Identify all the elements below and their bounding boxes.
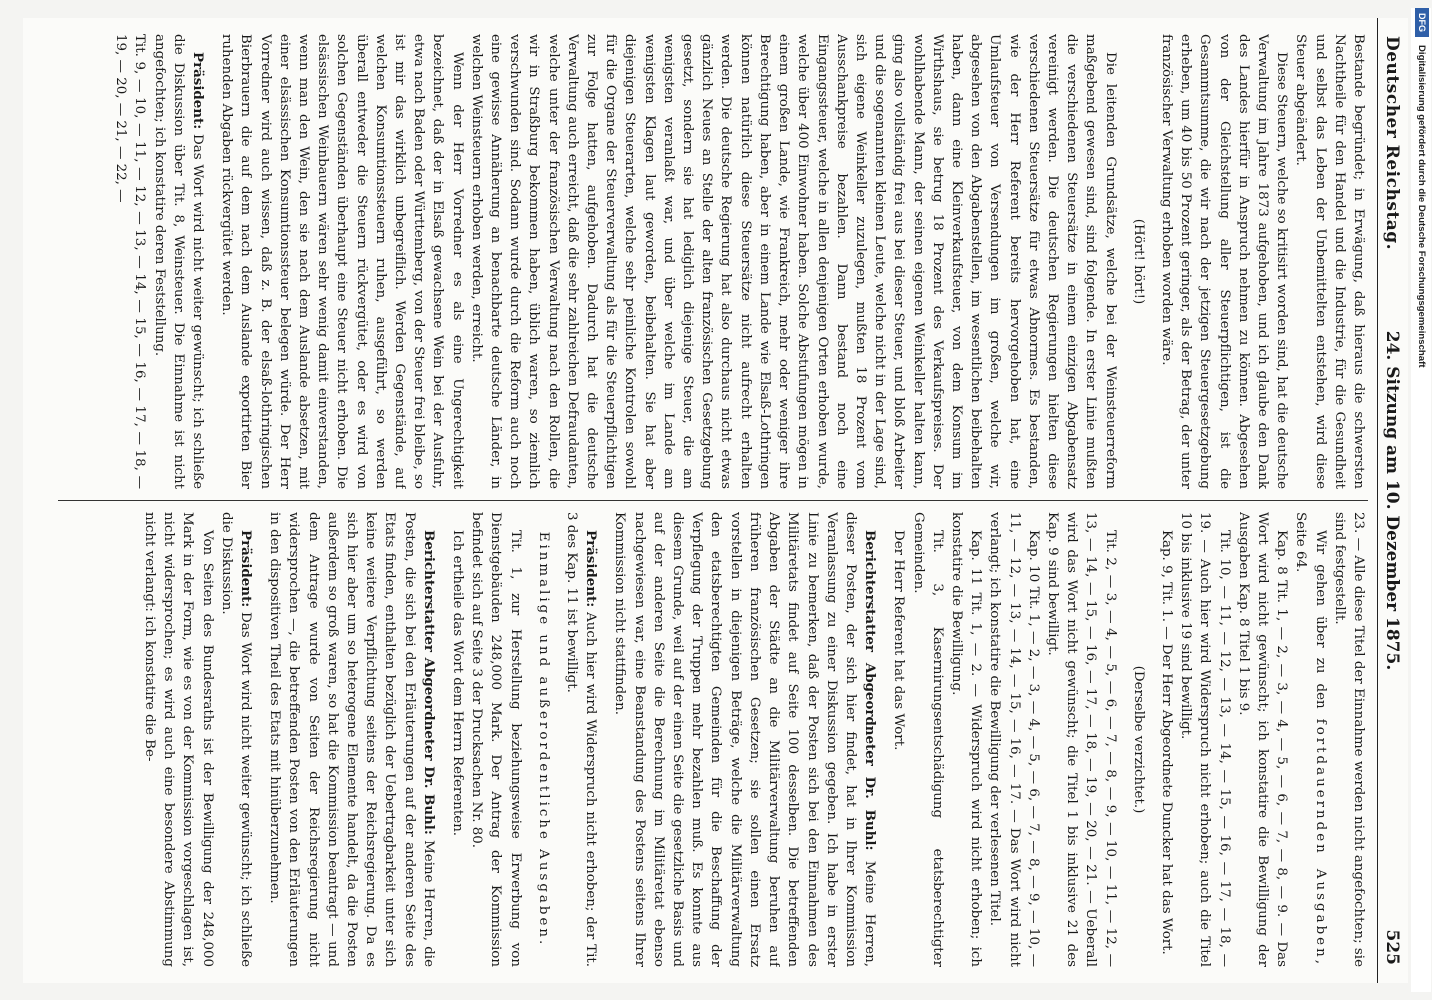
document-page (23, 18, 1408, 983)
text: Wir gehen über zu den (1312, 530, 1328, 709)
watermark-text: Digitalisierung gefördert durch die Deutsche Forschungsgemeinschaft (1416, 45, 1427, 368)
paragraph: Von Seiten des Bundesraths ist der Bewilligung der 248,000 Mark in der Form, wie es von der Kommission vorgeschlagen ist, nicht widersprochen; es wird auch eine besondere Abstimmung nicht verlangt: ich konstatire die Be- (142, 512, 215, 967)
speech-text: Das Wort wird nicht weiter gewünscht; ich schließe die Diskussion. (218, 512, 254, 967)
paragraph (149, 34, 207, 489)
dfg-logo: DFG (1415, 8, 1429, 37)
interjection: (Hört! hört!) (1130, 218, 1146, 305)
speech-text: Das Wort wird nicht weiter gewünscht; ich schließe die Diskussion über Tit. 8, Weinsteuer. Die Einnahme ist nicht angefochten; ich konstatire deren Feststellung. (151, 34, 206, 489)
speaker-label: Berichterstatter Abgeordneter Dr. Buhl: (420, 530, 437, 835)
header-session: 24. Sitzung am 10. Dezember 1875. (1382, 330, 1402, 671)
speech-text: Meine Herren, dieser Posten, der sich hier findet, hat in Ihrer Kommission Veranlassung zu einer Diskussion gegeben. Ich habe in erster Linie zu bemerken, daß der Posten sich bei den Einnahmen des Militäretats findet auf Seite 100 desselben. Die betreffenden Abgaben der Städte an die Militärverwaltung beruhen auf früheren französischen Gesetzen; sie sollen einen Ersatz vorstellen in diejenigen Beträge, welche die Militärverwaltung den etatsberechtigten Gemeinden für die Beschaffung der Verpflegung der Truppen mehr bezahlen muß. Es konnte aus diesem Grunde, weil auf der einen Seite die gesetzliche Basis und auf der anderen Seite die Berechnung im Militäretat ebenso nachgewiesen war, eine Beanstandung des Postens seitens Ihrer Kommission nicht stattfinden. (612, 512, 878, 967)
paragraph: Wenn der Herr Vorredner es als eine Ungerechtigkeit bezeichnet, daß der in Elsaß gewachsene Wein bei der Ausfuhr, etwa nach Baden oder Württemberg, von der Steuer frei bleibe, so ist mir das wirklich unbegreiflich. Werden Gegenstände, auf welchen Konsumtionssteuern ruhen, ausgeführt, so werden überall entweder die Steuern rückvergütet, oder es wird von solchen Gegenständen überhaupt eine Steuer nicht erhoben. Die elsässischen Weinbauern wären sehr wenig damit einverstanden, wenn man den Wein, den sie nach dem Auslande absetzen, mit einer elsässischen Konsumtionssteuer belegen würde. Der Herr Vorredner wird auch wissen, daß z. B. der elsaß-lothringischen Bierbrauern die auf dem nach dem Auslande exportirten Bier ruhenden Abgaben rückvergütet werden. (219, 34, 465, 489)
paragraph (1291, 512, 1329, 967)
column-divider (58, 500, 1368, 501)
page-header (1377, 18, 1404, 983)
paragraph: Tit. 2, — 3, — 4, — 5, — 6, — 7, — 8, — 9, — 10, — 11, — 12, — 13, — 14, — 15, — 16, — 17, — 18, — 19, — 20, — 21. — Ueberall wird das Wort nicht gewünscht; die Titel 1 bis inklusive 21 des Kap. 9 sind bewilligt. (1044, 512, 1118, 967)
header-publication: Deutscher Reichstag. (1382, 36, 1402, 251)
paragraph: Kap. 8 Tit. 1, — 2, — 3, — 4, — 5, — 6, — 7, — 8, — 9. — Das Wort wird nicht gewünscht; ich konstatire die Bewilligung der Ausgaben Kap. 8 Titel 1 bis 9. (1235, 512, 1290, 967)
paragraph: Tit. 10, — 11, — 12, — 13, — 14, — 15, — 16, — 17, — 18, — 19. — Auch hier wird Widerspruch nicht erhoben; auch die Titel 10 bis inklusive 19 sind bewilligt. (1178, 512, 1232, 967)
paragraph: Diese Steuern, welche so kritisirt worden sind, hat die deutsche Verwaltung im Jahre 1873 aufgehoben, und ich glaube den Dank des Landes hierfür in Anspruch nehmen zu können. Abgesehen von der Gleichstellung aller Steuerpflichtigen, ist die Gesammtsumme, die wir nach der jetzigen Steuergesetzgebung erheben, um 40 bis 50 Prozent geringer, als der Betrag, der unter französischer Verwaltung erhoben worden wäre. (1158, 34, 1290, 489)
paragraph: Der Herr Referent hat das Wort. (891, 530, 907, 751)
section-heading: Einmalige und außerordentliche Ausgaben. (535, 531, 551, 948)
speaker-label: Präsident: (190, 52, 207, 130)
speaker-label: Präsident: (583, 530, 600, 608)
right-column (43, 512, 1368, 967)
paragraph: Tit. 1, zur Herstellung beziehungsweise Erwerbung von Dienstgebäuden 248,000 Mark. Der Antrag der Kommission befindet sich auf Seite 3 der Drucksachen Nr. 80. (469, 512, 523, 967)
paragraph: Ich ertheile das Wort dem Herrn Referenten. (450, 530, 466, 837)
paragraph (217, 512, 255, 967)
paragraph: Tit. 9, — 10, — 11, — 12, — 13, — 14, — 15, — 16, — 17, — 18, — 19, — 20, — 21, — 22, — (113, 34, 148, 489)
paragraph (265, 512, 438, 967)
speaker-label: Präsident: (238, 530, 255, 608)
section-heading: fortdauernden Ausgaben, (1312, 718, 1328, 967)
digitization-watermark (1411, 8, 1431, 992)
page-number: 525 (1382, 929, 1402, 965)
paragraph: Die leitenden Grundsätze, welche bei der Weinsteuerreform maßgebend gewesen sind, sind folgende. In erster Linie mußten die verschiedenen Steuersätze in einem einzigen Abgabensatz vereinigt werden. Die deutschen Regierungen hielten diese verschiedenen Steuersätze für etwas Abnormes. Es bestanden, wie der Herr Referent bereits hervorgehoben hat, eine Umlaufsteuer von Versendungen im großen, welche wir, abgesehen von den Abgabenstellen, im wesentlichen beibehalten haben, dann eine Kleinverkaufsteuer, von dem Konsum im Wirthshaus, sie betrug 18 Prozent des Verkaufspreises. Der wohlhabende Mann, der seinen eigenen Weinkeller halten kann, ging also vollständig frei aus bei dieser Steuer, und bloß Arbeiter und die sogenannten kleinen Leute, welche nicht in der Lage sind, sich eigene Weinkeller zuzulegen, mußten 18 Prozent vom Ausschankpreise bezahlen. Dann bestand noch eine Eingangssteuer, welche in allen denjenigen Orten erhoben wurde, welche über 400 Einwohner haben. Solche Abstufungen mögen in einem großen Lande, wie Frankreich, mehr oder weniger ihre Berechtigung haben, aber in einem Lande wie Elsaß-Lothringen können natürlich diese Steuersätze nicht aufrecht erhalten werden. Die deutsche Regierung hat also durchaus nicht etwas gänzlich Neues an Stelle der alten französischen Gesetzgebung gesetzt, sondern sie hat lediglich diejenige Steuer, die am wenigsten veranlaßt war, und über welche im Lande am wenigsten Klagen laut geworden, beibehalten. Sie hat aber diejenigen Steuerarten, welche sehr peinliche Kontrolen sowohl für die Organe der Steuerverwaltung als für die Steuerpflichtigen zur Folge hatten, aufgehoben. Dadurch hat die deutsche Verwaltung auch erreicht, daß die sehr zahlreichen Defraudanten, welche unter der französischen Verwaltung nach den Rollen, die wir in Straßburg bekommen haben, üblich waren, so ziemlich verschwunden sind. Sodann wurde durch die Reform auch noch eine gewisse Annäherung an benachbarte deutsche Länder, in welchen Weinsteuern erhoben werden, erreicht. (468, 34, 1118, 489)
interjection: (Derselbe verzichtet.) (1130, 665, 1146, 814)
paragraph: Tit. 3, Kasernirungsentschädigung etatsberechtigter Gemeinden. (910, 512, 945, 967)
paragraph: Kap. 10 Tit. 1, — 2, — 3, — 4, — 5, — 6, — 7, — 8, — 9, — 10, — 11, — 12, — 13, — 14, — 15, — 16, — 17. — Das Wort wird nicht verlangt; ich konstatire die Bewilligung der verlesenen Titel. (987, 512, 1041, 967)
speech-text: Auch hier wird Widerspruch nicht erhoben; der Tit. 3 des Kap. 11 ist bewilligt. (564, 512, 599, 967)
paragraph (610, 512, 879, 967)
paragraph: Bestande begründet; in Erwägung, daß hieraus die schwersten Nachtheile für den Handel und die Industrie, für die Gesundheit und selbst das Leben der Unbemittelten entstehen, wird diese Steuer abgeändert. (1293, 34, 1366, 489)
paragraph: Kap. 9, Tit. 1. — Der Herr Abgeordnete Duncker hat das Wort. (1158, 530, 1174, 955)
paragraph: 23. — Alle diese Titel der Einnahme werden nicht angefochten; sie sind festgestellt. (1331, 512, 1366, 967)
speech-text: Meine Herren, die Posten, die sich bei den Erläuterungen auf der anderen Seite des Etats finden, enthalten bezüglich der Uebertragbarkeit unter sich keine weitere Verpflichtung seitens der Reichsregierung. Da es sich hier aber um so heterogene Elemente handelt, da die Posten außerdem so groß waren, so hat die Kommission beantragt — und dem Antrage wurde von Seiten der Reichsregierung nicht widersprochen —, die betreffenden Posten von den Erläuterungen in den dispositiven Theil des Etats mit hinüberzunehmen. (267, 512, 436, 967)
paragraph (562, 512, 600, 967)
left-column (43, 34, 1368, 489)
text: Seite 64. (1293, 512, 1309, 573)
speaker-label: Berichterstatter Abgeordneter Dr. Buhl: (862, 530, 879, 851)
paragraph: Kap. 11 Tit. 1, — 2. — Widerspruch wird nicht erhoben; ich konstatire die Bewilligung. (948, 512, 984, 967)
